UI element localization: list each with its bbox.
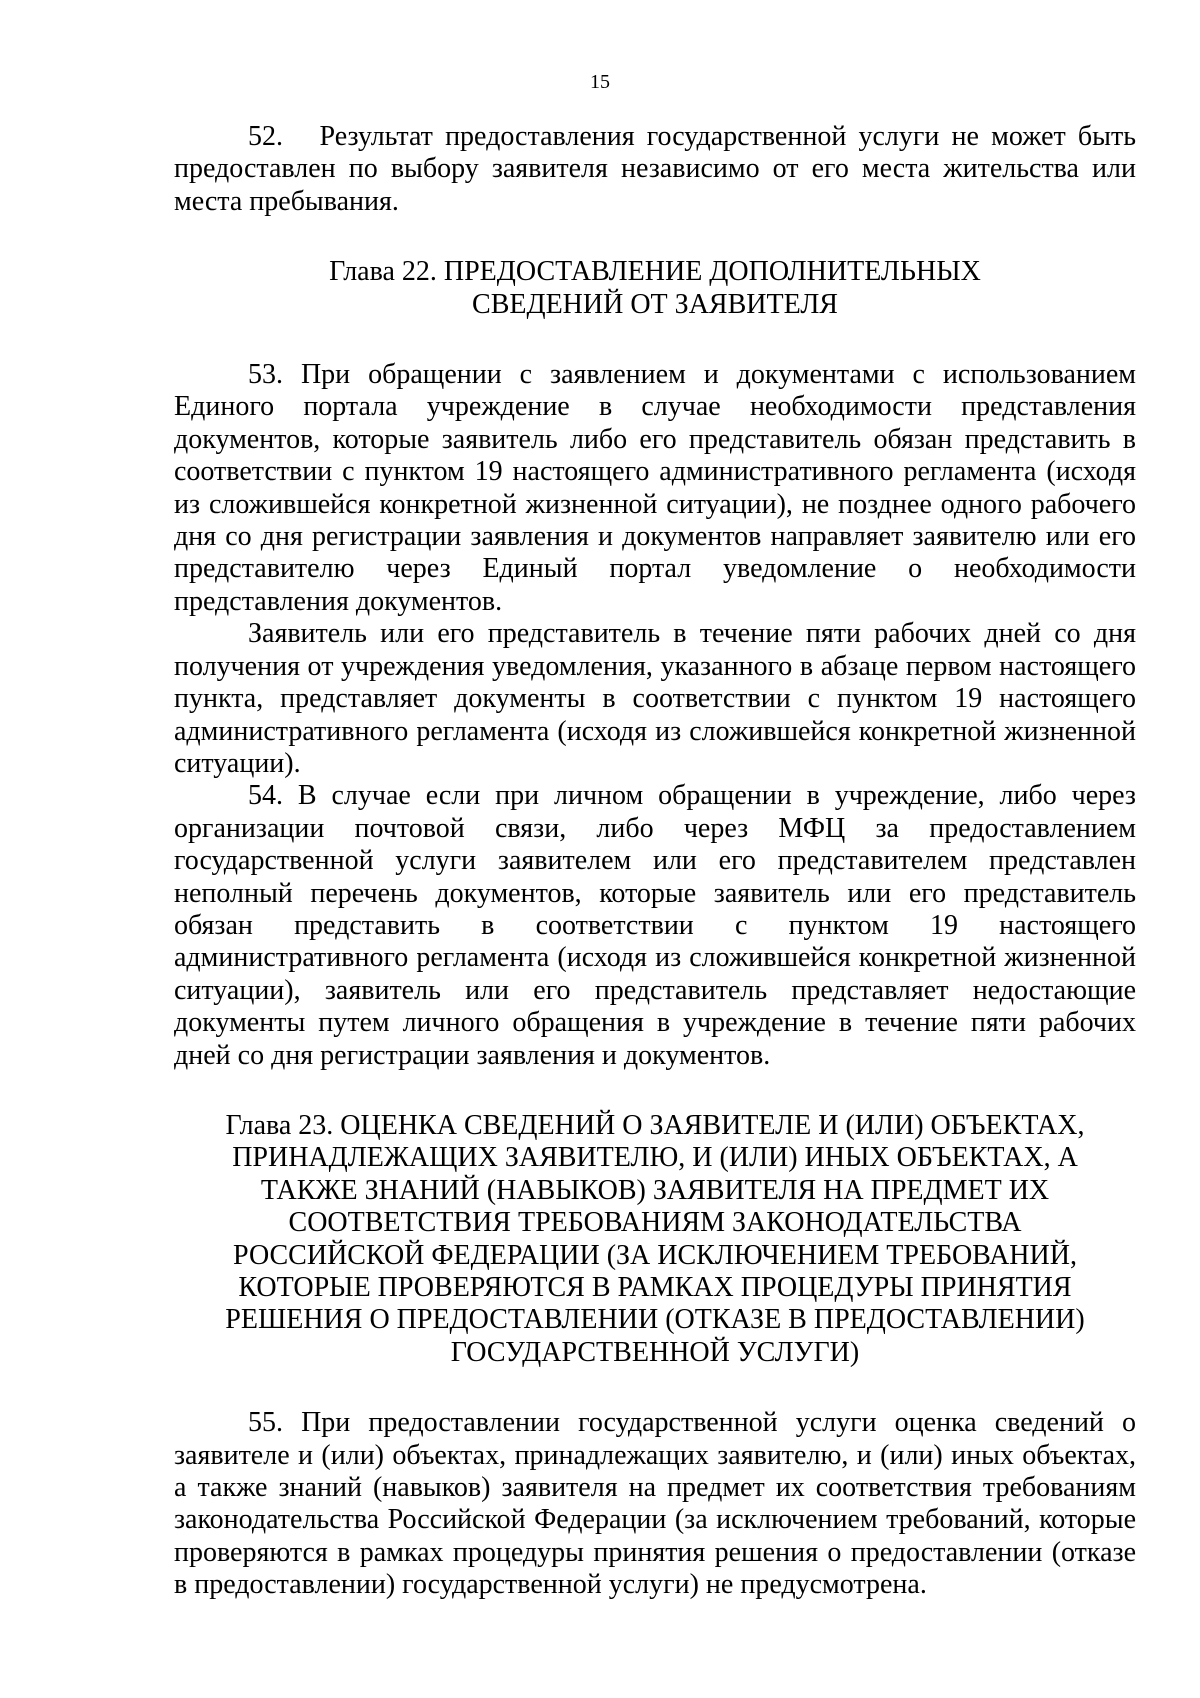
paragraph-53: 53. При обращении с заявлением и документами с использованием Единого портала учреждение в случае необходимости представления документов, которые заявитель либо его представитель обязан представить в соответствии с пунктом 19 настоящего административного регламента (исходя из сложившейся конкретной жизненной ситуации), не позднее одного рабочего дня со дня регистрации заявления и документов направляет заявителю или его представителю через Единый портал уведомление о необходимости представления документов. [174,359,1136,617]
paragraph-55: 55. При предоставлении государственной услуги оценка сведений о заявителе и (или) объектах, принадлежащих заявителю, и (или) иных объектах, а также знаний (навыков) заявителя на предмет их соответствия требованиям законодательства Российской Федерации (за исключением требований, которые проверяются в рамках процедуры принятия решения о предоставлении (отказе в предоставлении) государственной услуги) не предусмотрена. [174,1407,1136,1601]
chapter-23-heading: Глава 23. ОЦЕНКА СВЕДЕНИЙ О ЗАЯВИТЕЛЕ И (ИЛИ) ОБЪЕКТАХ, ПРИНАДЛЕЖАЩИХ ЗАЯВИТЕЛЮ, И (ИЛИ) ИНЫХ ОБЪЕКТАХ, А ТАКЖЕ ЗНАНИЙ (НАВЫКОВ) ЗАЯВИТЕЛЯ НА ПРЕДМЕТ ИХ СООТВЕТСТВИЯ ТРЕБОВАНИЯМ ЗАКОНОДАТЕЛЬСТВА РОССИЙСКОЙ ФЕДЕРАЦИИ (ЗА ИСКЛЮЧЕНИЕМ ТРЕБОВАНИЙ, КОТОРЫЕ ПРОВЕРЯЮТСЯ В РАМКАХ ПРОЦЕДУРЫ ПРИНЯТИЯ РЕШЕНИЯ О ПРЕДОСТАВЛЕНИИ (ОТКАЗЕ В ПРЕДОСТАВЛЕНИИ) ГОСУДАРСТВЕННОЙ УСЛУГИ) [225,1109,1085,1368]
paragraph-54: 54. В случае если при личном обращении в учреждение, либо через организации почтовой связи, либо через МФЦ за предоставлением государственной услуги заявителем или его представителем представлен неполный перечень документов, которые заявитель или его представитель обязан представить в соответствии с пунктом 19 настоящего административного регламента (исходя из сложившейся конкретной жизненной ситуации), заявитель или его представитель представляет недостающие документы путем личного обращения в учреждение в течение пяти рабочих дней со дня регистрации заявления и документов. [174,780,1136,1071]
document-body [174,121,1143,1602]
chapter-22-heading: Глава 22. ПРЕДОСТАВЛЕНИЕ ДОПОЛНИТЕЛЬНЫХ СВЕДЕНИЙ ОТ ЗАЯВИТЕЛЯ [329,256,981,320]
page-number: 15 [590,71,610,93]
paragraph-52: 52. Результат предоставления государственной услуги не может быть предоставлен по выбору заявителя независимо от его места жительства или места пребывания. [174,121,1143,217]
paragraph-53-second: Заявитель или его представитель в течение пяти рабочих дней со дня получения от учреждения уведомления, указанного в абзаце первом настоящего пункта, представляет документы в соответствии с пунктом 19 настоящего административного регламента (исходя из сложившейся конкретной жизненной ситуации). [174,618,1136,779]
